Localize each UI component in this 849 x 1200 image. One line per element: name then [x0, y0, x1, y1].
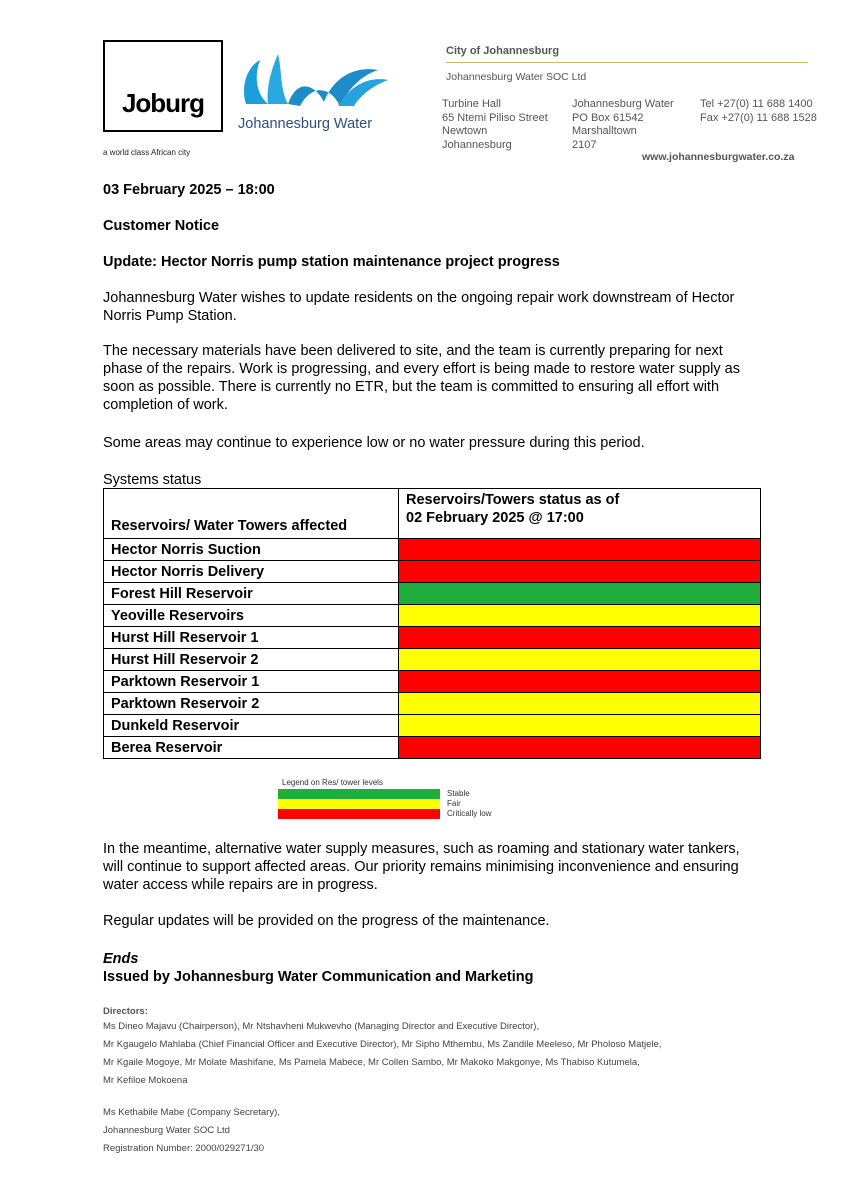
reservoir-name: Berea Reservoir: [104, 737, 399, 759]
legend-swatch-fair: [278, 799, 440, 809]
table-row: [104, 561, 761, 583]
company-secretary: Ms Kethabile Mabe (Company Secretary),: [103, 1107, 280, 1118]
company-name: Johannesburg Water SOC Ltd: [446, 71, 587, 83]
telephone: Tel +27(0) 11 688 1400: [700, 98, 813, 110]
reservoir-name: Yeoville Reservoirs: [104, 605, 399, 627]
status-cell: [399, 671, 761, 693]
table-header-row: [104, 489, 761, 539]
directors-line: Ms Dineo Majavu (Chairperson), Mr Ntshavheni Mukwevho (Managing Director and Executive Director),: [103, 1021, 540, 1032]
address-line: 2107: [572, 138, 597, 151]
status-cell: [399, 693, 761, 715]
col-header-status: [399, 489, 761, 539]
directors-list: [103, 1018, 661, 1090]
postal-address: [572, 98, 674, 152]
reservoir-status-table: [103, 488, 761, 759]
table-row: [104, 605, 761, 627]
notice-title: Update: Hector Norris pump station maintenance project progress: [103, 254, 560, 270]
table-row: [104, 693, 761, 715]
notice-date: 03 February 2025 – 18:00: [103, 182, 275, 198]
registration-number: Registration Number: 2000/029271/30: [103, 1143, 265, 1154]
legend-title: Legend on Res/ tower levels: [282, 778, 383, 787]
legend-label-fair: Fair: [447, 799, 461, 808]
status-legend: [278, 778, 518, 822]
physical-address: [442, 98, 548, 152]
address-line: Marshalltown: [572, 125, 637, 137]
status-cell: [399, 737, 761, 759]
legend-swatch-stable: [278, 789, 440, 799]
legend-swatch-critical: [278, 809, 440, 819]
ends-label: Ends: [103, 951, 139, 967]
address-line: Newtown: [442, 125, 488, 137]
notice-type: Customer Notice: [103, 218, 220, 234]
reservoir-name: Forest Hill Reservoir: [104, 583, 399, 605]
address-line: PO Box 61542: [572, 111, 644, 124]
table-row: [104, 737, 761, 759]
reservoir-name: Hurst Hill Reservoir 2: [104, 649, 399, 671]
joburg-logo-text: Joburg: [121, 88, 205, 118]
address-line: Johannesburg: [442, 138, 512, 151]
city-name: City of Johannesburg: [446, 45, 560, 57]
col-header-reservoirs: Reservoirs/ Water Towers affected: [104, 489, 399, 539]
directors-line: Mr Kgaile Mogoye, Mr Molate Mashifane, Ms Pamela Mabece, Mr Collen Sambo, Mr Makoko Makgonye, Ms Thabiso Kutumela,: [103, 1057, 640, 1068]
status-cell: [399, 649, 761, 671]
col-header-status-line2: 02 February 2025 @ 17:00: [406, 510, 584, 526]
footer-company: Johannesburg Water SOC Ltd: [103, 1125, 230, 1136]
legend-label-stable: Stable: [447, 789, 470, 798]
paragraph-intro: Johannesburg Water wishes to update residents on the ongoing repair work downstream of Hector Norris Pump Station.: [103, 290, 735, 324]
table-row: [104, 649, 761, 671]
reservoir-name: Hector Norris Suction: [104, 539, 399, 561]
paragraph-progress: The necessary materials have been delivered to site, and the team is currently preparing for next phase of the repairs. Work is progressing, and every effort is being made to restore water supply as soon as possible. There is currently no ETR, but the team is committed to ensuring all effort with completion of work.: [103, 343, 740, 413]
johannesburg-water-logo: [238, 46, 398, 141]
reservoir-name: Parktown Reservoir 2: [104, 693, 399, 715]
website-link[interactable]: www.johannesburgwater.co.za: [642, 151, 795, 163]
address-line: 65 Ntemi Piliso Street: [442, 111, 548, 124]
paragraph-pressure: Some areas may continue to experience low or no water pressure during this period.: [103, 435, 645, 451]
status-cell: [399, 627, 761, 649]
paragraph-alternatives: In the meantime, alternative water supply measures, such as roaming and stationary water tankers, will continue to support affected areas. Our priority remains minimising inconvenience and ensuring water access while repairs are in progress.: [103, 841, 740, 893]
paragraph-updates: Regular updates will be provided on the progress of the maintenance.: [103, 913, 550, 929]
table-row: [104, 671, 761, 693]
header-divider: [446, 62, 808, 63]
reservoir-name: Parktown Reservoir 1: [104, 671, 399, 693]
status-cell: [399, 715, 761, 737]
joburg-logo: [103, 40, 225, 158]
company-secretary-block: [103, 1104, 280, 1158]
directors-line: Mr Kefiloe Mokoena: [103, 1075, 188, 1086]
table-row: [104, 583, 761, 605]
directors-label: Directors:: [103, 1006, 148, 1017]
status-cell: [399, 605, 761, 627]
reservoir-name: Dunkeld Reservoir: [104, 715, 399, 737]
table-row: [104, 715, 761, 737]
issued-by: Issued by Johannesburg Water Communication and Marketing: [103, 969, 534, 985]
status-cell: [399, 583, 761, 605]
joburg-tagline: a world class African city: [103, 148, 191, 157]
reservoir-name: Hurst Hill Reservoir 1: [104, 627, 399, 649]
contact-numbers: [700, 98, 817, 125]
fax: Fax +27(0) 11 688 1528: [700, 111, 817, 124]
systems-status-label: Systems status: [103, 472, 202, 488]
table-row: [104, 539, 761, 561]
table-row: [104, 627, 761, 649]
directors-line: Mr Kgaugelo Mahlaba (Chief Financial Officer and Executive Director), Mr Sipho Mthembu, Ms Zandile Meeleso, Mr Pholoso Matjele,: [103, 1039, 662, 1050]
status-cell: [399, 561, 761, 583]
col-header-status-line1: Reservoirs/Towers status as of: [406, 492, 620, 508]
address-line: Johannesburg Water: [572, 98, 674, 110]
address-line: Turbine Hall: [442, 98, 501, 110]
water-wave-icon: [238, 46, 398, 116]
status-cell: [399, 539, 761, 561]
legend-label-critical: Critically low: [447, 809, 492, 818]
johannesburg-water-logo-text: Johannesburg Water: [238, 116, 373, 132]
reservoir-name: Hector Norris Delivery: [104, 561, 399, 583]
